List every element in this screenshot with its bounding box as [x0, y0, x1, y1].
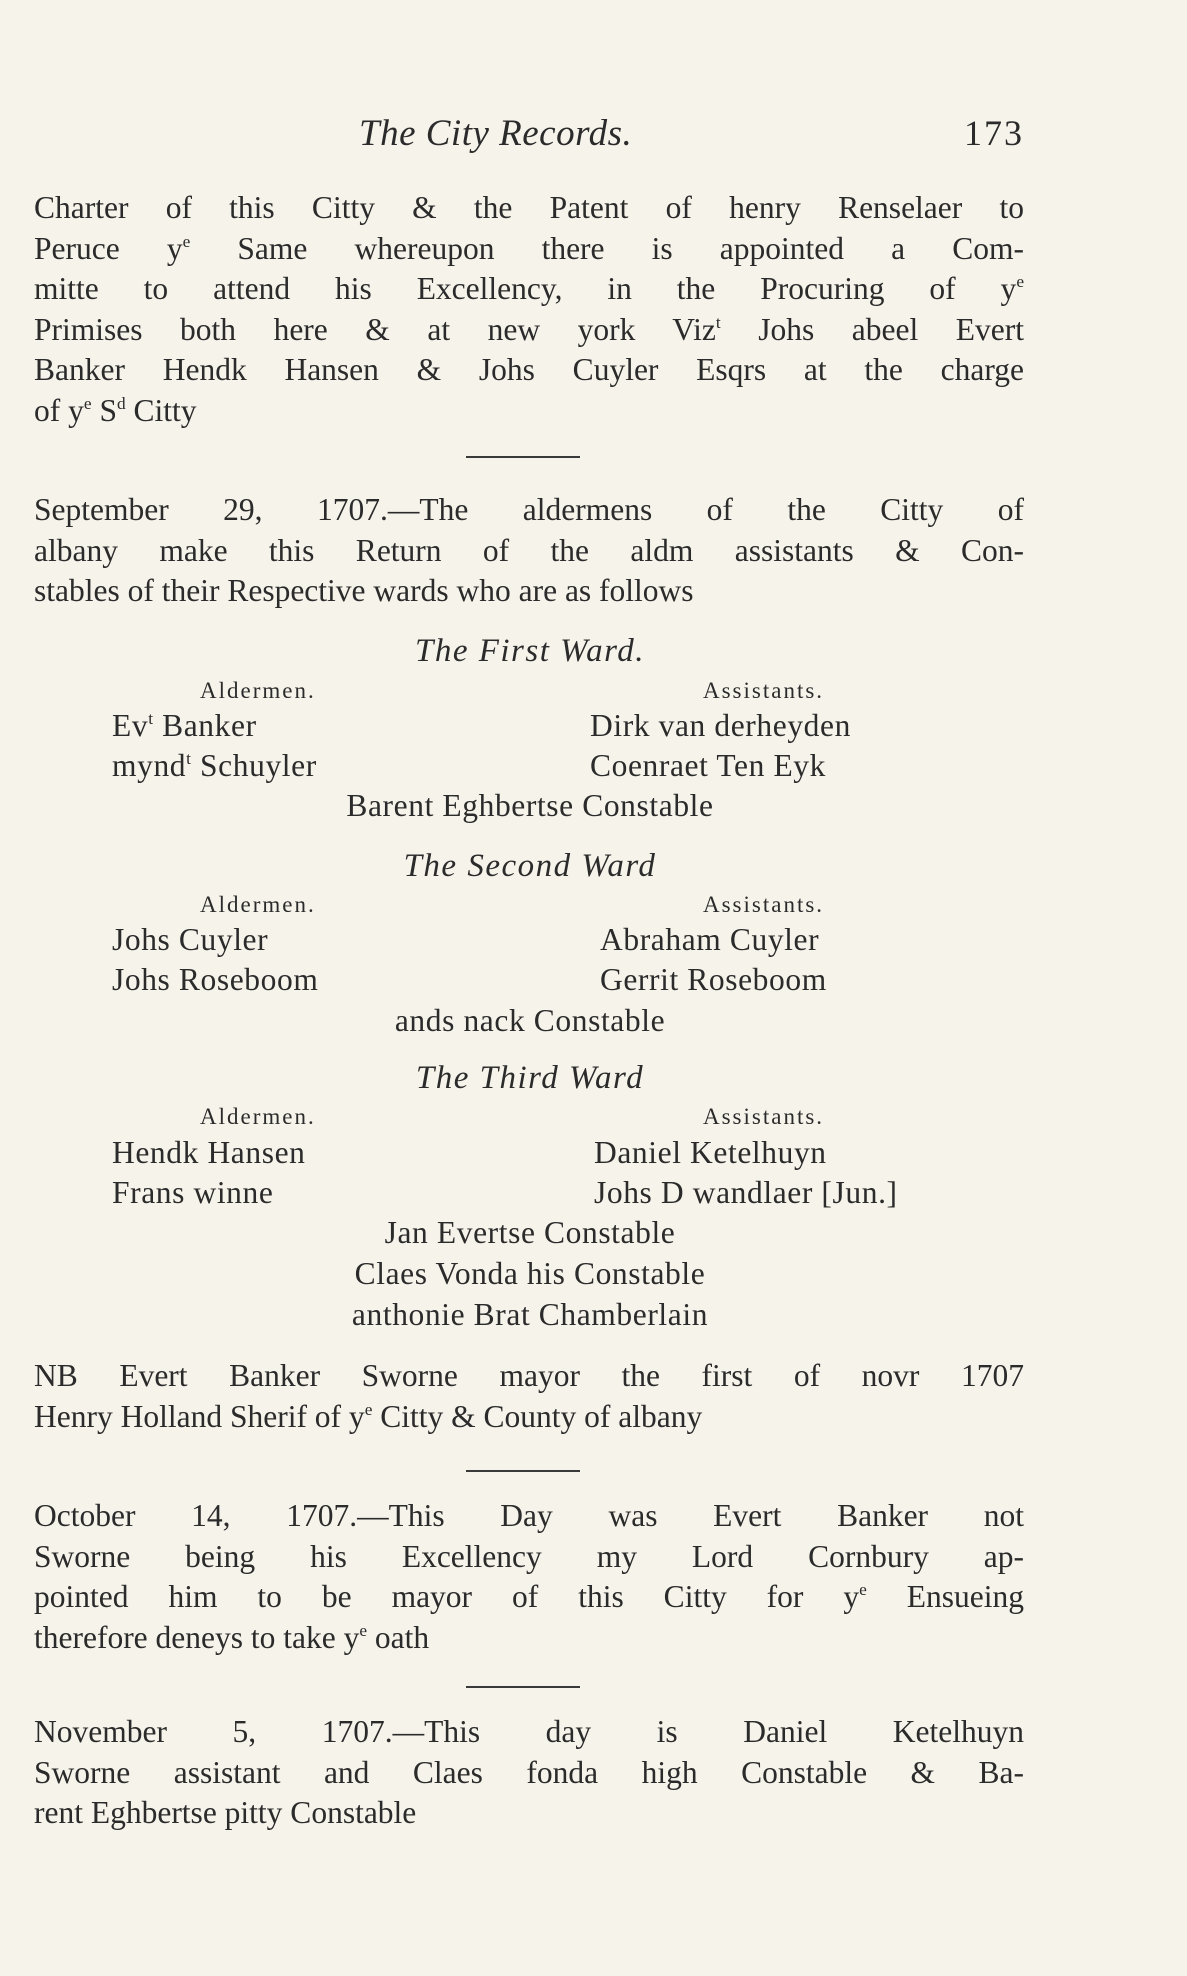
text-line: stables of their Respective wards who are as follows: [34, 573, 694, 608]
assistants-label: Assistants.: [703, 892, 825, 917]
text-line: Primises both here & at new york Viz$^t$ Johs abeel Evert: [34, 311, 1024, 347]
text-line: mitte to attend his Excellency, in the Procuring of $y^e$: [34, 271, 1024, 306]
text-line: albany make this Return of the aldm assistants & Con-: [34, 532, 1024, 568]
text-line: Peruce $y^e$ Same whereupon there is appointed a Com-: [34, 230, 1024, 266]
section-divider: [466, 456, 580, 458]
aldermen-label: Aldermen.: [200, 892, 316, 917]
alderman-name: Johs Roseboom: [112, 962, 319, 997]
text-line: pointed him to be mayor of this Citty for $y^e$ Ensueing: [34, 1579, 1024, 1614]
note-mayor: [34, 1356, 1024, 1437]
text-line: October 14, 1707.—This Day was Evert Banker not: [34, 1498, 1024, 1533]
assistant-name: Coenraet Ten Eyk: [590, 748, 826, 783]
constable-line: Barent Eghbertse Constable: [346, 788, 714, 823]
text-line: of $y^e$ $S^d$ Citty: [34, 392, 197, 428]
paragraph-charter: [34, 188, 1024, 431]
constable-line: Claes Vonda his Constable: [354, 1256, 706, 1291]
text-line: November 5, 1707.—This day is Daniel Ketelhuyn: [34, 1714, 1024, 1749]
assistants-label: Assistants.: [703, 1104, 825, 1129]
assistant-name: Johs D wandlaer [Jun.]: [594, 1175, 898, 1210]
assistants-label: Assistants.: [703, 678, 825, 703]
assistant-name: Abraham Cuyler: [600, 922, 820, 957]
assistant-name: Daniel Ketelhuyn: [594, 1135, 827, 1170]
text-line: therefore deneys to take $y^e$ oath: [34, 1619, 430, 1655]
ward-title: The First Ward.: [414, 633, 645, 669]
page-number: 173: [964, 113, 1024, 153]
paragraph-nov-5: [34, 1712, 1024, 1834]
paragraph-oct-14: [34, 1496, 1024, 1658]
chamberlain-line: anthonie Brat Chamberlain: [351, 1297, 709, 1332]
alderman-name: Hendk Hansen: [112, 1135, 306, 1170]
text-line: Sworne being his Excellency my Lord Cornbury ap-: [34, 1538, 1024, 1574]
aldermen-label: Aldermen.: [200, 678, 316, 703]
paragraph-sept-29: [34, 490, 1024, 612]
ward-title: The Second Ward: [403, 848, 657, 884]
running-title: The City Records.: [359, 113, 633, 154]
running-header: [34, 112, 1024, 162]
section-divider: [466, 1470, 580, 1472]
ward-title: The Third Ward: [415, 1060, 645, 1096]
text-line: NB Evert Banker Sworne mayor the first of novr 1707: [34, 1358, 1024, 1393]
aldermen-label: Aldermen.: [200, 1104, 316, 1129]
text-line: Henry Holland Sherif of $y^e$ Citty & County of albany: [34, 1398, 703, 1434]
constable-line: ands nack Constable: [394, 1003, 666, 1038]
text-line: rent Eghbertse pitty Constable: [34, 1795, 417, 1830]
alderman-name: Frans winne: [112, 1175, 274, 1210]
text-line: September 29, 1707.—The aldermens of the Citty of: [34, 492, 1024, 527]
assistant-name: Dirk van derheyden: [590, 708, 851, 743]
text-line: Banker Hendk Hansen & Johs Cuyler Esqrs at the charge: [34, 352, 1024, 387]
section-divider: [466, 1686, 580, 1688]
constable-line: Jan Evertse Constable: [384, 1215, 676, 1250]
assistant-name: Gerrit Roseboom: [600, 962, 827, 997]
alderman-name: Johs Cuyler: [112, 922, 269, 957]
alderman-name: Ev$^t$ Banker: [112, 708, 257, 743]
alderman-name: mynd$^t$ Schuyler: [112, 748, 317, 783]
text-line: Charter of this Citty & the Patent of henry Renselaer to: [34, 190, 1024, 225]
text-line: Sworne assistant and Claes fonda high Constable & Ba-: [34, 1754, 1024, 1790]
